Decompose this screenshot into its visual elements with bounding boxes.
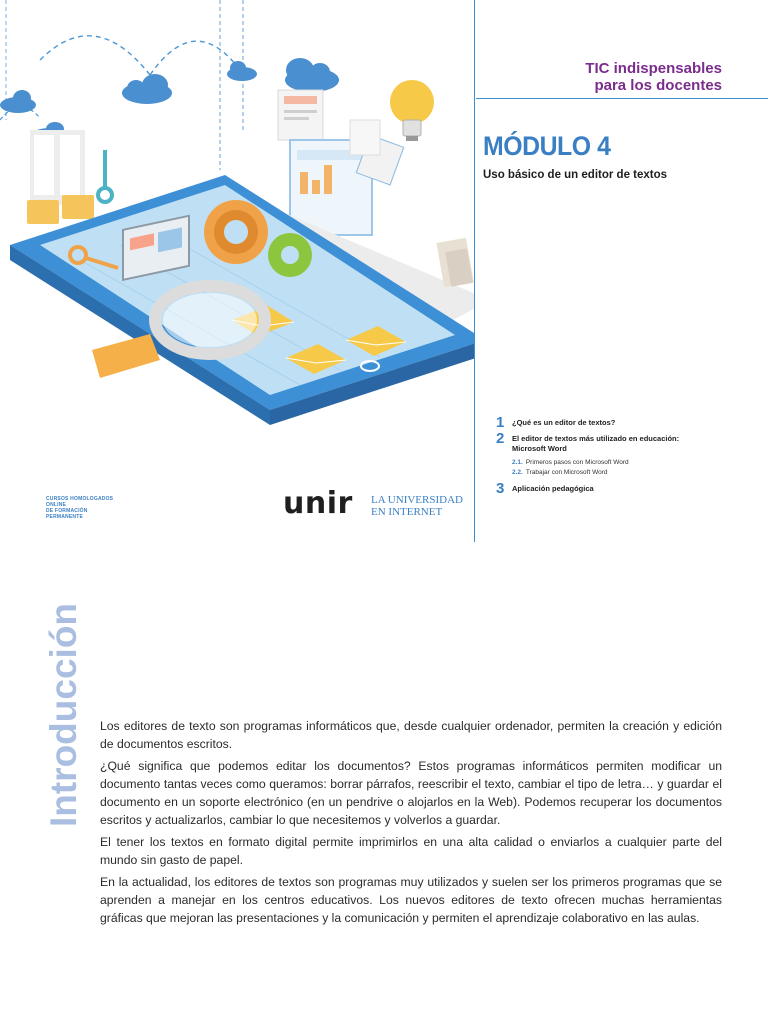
series-title: [585, 60, 722, 94]
section-side-title: [32, 590, 96, 840]
toc-label: El editor de textos más utilizado en educación:: [512, 434, 680, 443]
courses-badge: [46, 496, 113, 520]
gear-icon: [204, 200, 268, 264]
section-title-text: Introducción: [43, 602, 84, 828]
courses-line: PERMANENTE: [46, 514, 84, 520]
toc-subitem-number: 2.1.: [512, 459, 523, 466]
series-title-line: para los docentes: [594, 77, 722, 94]
paragraph: El tener los textos en formato digital permite imprimirlos en una alta calidad o enviarlos a cualquier parte del mundo sin gasto de papel.: [100, 835, 722, 867]
intro-body: [100, 717, 722, 931]
toc-item[interactable]: [496, 430, 756, 478]
toc-number: 2: [496, 430, 505, 447]
courses-line: DE FORMACIÓN: [46, 508, 88, 514]
header-divider: [476, 98, 768, 99]
logo-tagline: [371, 494, 463, 518]
lightbulb-icon: [390, 80, 434, 141]
toc-label: Microsoft Word: [512, 444, 567, 453]
tablet-illustration: [0, 0, 474, 460]
cloud-icon: [0, 90, 36, 113]
tagline-line: LA UNIVERSIDAD: [371, 494, 463, 506]
toc-subitem-number: 2.2.: [512, 469, 523, 476]
paragraph: ¿Qué significa que podemos editar los documentos? Estos programas informáticos permiten modificar un documento tantas veces como queramos: borrar párrafos, reescribir el texto, cambiar el tipo de letra… y guardar el documento en un soporte electrónico (en un pendrive o alojarlos en la Web). Podemos recuperar los documentos escritos y actualizarlos, cambiar lo que necesitemos y volverlos a guardar.: [100, 759, 722, 827]
cloud-icon: [285, 58, 339, 92]
module-subtitle: Uso básico de un editor de textos: [483, 169, 668, 181]
toc-subitem[interactable]: [512, 468, 756, 478]
toc-item[interactable]: [496, 414, 756, 431]
paragraph: Los editores de texto son programas informáticos que, desde cualquier ordenador, permiten la creación y edición de documentos escritos.: [100, 719, 722, 751]
unir-logo: unir: [283, 486, 353, 521]
courses-line: CURSOS HOMOLOGADOS: [46, 496, 114, 502]
cloud-icon: [122, 74, 172, 104]
table-of-contents: [496, 414, 756, 500]
toc-item[interactable]: [496, 480, 756, 497]
toc-subitem-label: Trabajar con Microsoft Word: [525, 469, 608, 476]
module-title: MÓDULO 4: [483, 131, 611, 161]
cloud-icon: [227, 61, 257, 81]
tagline-line: EN INTERNET: [371, 506, 443, 518]
series-title-line: TIC indispensables: [585, 60, 722, 77]
toc-number: 3: [496, 480, 505, 497]
toc-label: Aplicación pedagógica: [512, 484, 594, 493]
gear-icon: [268, 233, 312, 277]
vertical-divider: [474, 0, 475, 542]
courses-line: ONLINE: [46, 502, 67, 508]
toc-subitem[interactable]: [512, 458, 756, 468]
toc-number: 1: [496, 414, 505, 431]
toc-subitem-label: Primeros pasos con Microsoft Word: [525, 459, 629, 466]
paragraph: En la actualidad, los editores de textos son programas muy utilizados y suelen ser los primeros programas que se aprenden a manejar en los centros educativos. Los nuevos editores de texto ofrecen muchas herramientas gráficas que mejoran las presentaciones y la comunicación y permiten el aprendizaje colaborativo en las aulas.: [100, 875, 722, 925]
key-icon: [98, 150, 112, 202]
toc-label: ¿Qué es un editor de textos?: [512, 418, 616, 427]
